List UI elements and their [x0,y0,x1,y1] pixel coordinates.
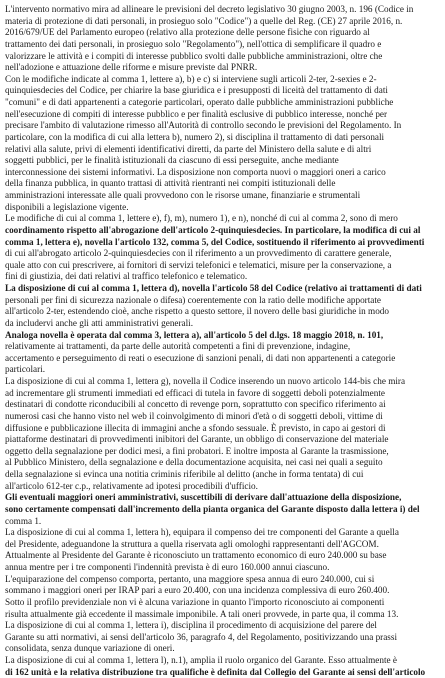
text-line: La disposizione di cui al comma 1, lettera g), novella il Codice inserendo un nuovo articolo 144-bis che mira [5,376,406,386]
text-line: numerosi casi che hanno visto nel web il coinvolgimento di minori d'età o di soggetti deboli, vittime di [5,410,383,421]
text-line: nell'esecuzione di compiti di interesse pubblico e per finalità esclusive di pubblico interesse, nonché per [5,108,388,119]
text-line: personali per fini di sicurezza nazionale o difesa) coerentemente con la ratio delle modifiche apportate [5,294,382,305]
text-line: disponibili a legislazione vigente. [5,201,129,212]
text-line: Le modifiche di cui al comma 1, lettere e), f), m), numero 1), e n), nonché di cui al comma 2, sono di mero [5,213,398,224]
text-line: risulta attualmente già eccedente il massimale imponibile. A tali oneri provvede, in parte qua, il comma 13. [5,608,399,619]
text-line: di 162 unità e la relativa distribuzione tra qualifiche è definita dal Collegio del Garante ai sensi dell'articolo [5,666,426,677]
text-line: al Pubblico Ministero, della segnalazione e della documentazione acquisita, nei casi nei quali a seguito [5,457,383,468]
text-line: particolari. [5,364,46,375]
text-line: "comuni" e di dati appartenenti a categorie particolari, operato dalle pubbliche amministrazioni pubbliche [5,97,394,107]
text-line: sono certamente compensati dall'incremento della pianta organica del Garante disposto dalla lettera i) del [5,503,420,514]
text-line: diffusione e pubblicazione illecita di immagini anche a sfondo sessuale. È previsto, in capo ai gestori di [5,422,386,433]
text-line: all'articolo 2-ter, estendendo cioè, anche rispetto a questo settore, il novero delle basi giuridiche in modo [5,306,389,317]
text-line: accertamento e perseguimento di reati o esecuzione di sanzioni penali, di dati non appartenenti a categorie [5,352,396,363]
text-line: Sotto il profilo previdenziale non vi è alcuna variazione in quanto l'importo riconosciuto ai componenti [5,596,385,607]
text-line: Garante su atti normativi, ai sensi dell'articolo 36, paragrafo 4, del Regolamento, positivizzando una prassi [5,631,398,642]
text-line: L'intervento normativo mira ad allineare le previsioni del decreto legislativo 30 giugno 2003, n. 196 (Codice in [5,4,414,14]
text-line: coordinamento rispetto all'abrogazione dell'articolo 2-quinquiesdecies. In particolare, la modifica di cui al [5,224,421,235]
text-line: da includervi anche gli atti amministrativi generali. [5,317,194,328]
text-line: ad incrementare gli strumenti immediati ed efficaci di tutela in favore di soggetti deboli potenzialmente [5,387,385,398]
text-line: La disposizione di cui al comma 1, lettera h), equipara il compenso dei tre componenti del Garante a quella [5,527,399,538]
text-line: comma 1. [5,515,42,526]
text-line: comma 1, lettera e), novella l'articolo 132, comma 5, del Codice, sostituendo il riferimento ai provvedimenti [5,236,425,247]
text-line: quale atto con cui prescrivere, ai fornitori di servizi telefonici e telematici, misure per la conservazione, a [5,259,392,270]
text-line: Gli eventuali maggiori oneri amministrativi, suscettibili di derivare dall'attuazione della disposizione, [5,492,402,503]
text-line: relativamente ai trattamenti, da parte delle autorità competenti a fini di prevenzione, indagine, [5,341,351,352]
text-line: Con le modifiche indicate al comma 1, lettere a), b) e c) si interviene sugli articoli 2-ter, 2-sexies e 2- [5,73,377,84]
text-line: La disposizione di cui al comma 1, lettera l), n.1), amplia il ruolo organico del Garante. Esso attualmente è [5,655,397,665]
text-line: della segnalazione si evinca una notitia criminis riferibile al delitto (anche in forma tentata) di cui [5,469,364,479]
text-line: fini di giustizia, dei dati relativi al traffico telefonico e telematico. [5,271,248,282]
text-line: annua mentre per i tre componenti l'indennità prevista è di euro 160.000 annui ciascuno. [5,562,330,572]
text-line: La disposizione di cui al comma 1, lettera i), disciplina il procedimento di acquisizione del parere del [5,620,377,631]
text-line: L'equiparazione del compenso comporta, pertanto, una maggiore spesa annua di euro 240.000, cui si [5,573,375,584]
text-line: Attualmente al Presidente del Garante è riconosciuto un trattamento economico di euro 240.000 su base [5,550,387,561]
text-line: relativi alla salute, privi di elementi identificativi diretti, da parte del Ministero della salute e di altri [5,143,372,154]
text-line: di cui all'abrogato articolo 2-quinquiesdecies con il riferimento a un provvedimento di carattere generale, [5,248,392,259]
text-line: oggetto della segnalazione per dodici mesi, a fini probatori. E inoltre imposta al Garante la trasmissione, [5,445,389,456]
text-line: 2016/679/UE del Parlamento europeo (relativo alla protezione delle persone fisiche con riguardo al [5,27,370,38]
text-line: valorizzare le attività e i compiti di interesse pubblico svolti dalle pubbliche amministrazioni, oltre che [5,50,383,61]
text-line: amministrazioni interessate alle quali provvedono con le risorse umane, finanziarie e strumentali [5,190,361,200]
text-line: del Presidente, adeguandone la struttura a quella riservata agli omologhi rappresentanti dell'AGCOM. [5,538,379,549]
text-line: materia di protezione di dati personali, in prosieguo solo "Codice") a quelle del Reg. (CE) 27 aprile 2016, n. [5,15,403,26]
text-line: interconnessione dei sistemi informativi. La disposizione non comporta nuovi o maggiori oneri a carico [5,166,386,177]
text-line: della finanza pubblica, in quanto trattasi di attività rientranti nei compiti istituzionali delle [5,178,336,189]
text-line: quinquiesdecies del Codice, per chiarire la base giuridica e i presupposti di liceità del trattamento di dati [5,85,388,96]
text-line: precisare l'ambito di valutazione rimesso all'Autorità di controllo secondo le previsioni del Regolamento. In [5,120,402,131]
text-line: all'articolo 612-ter c.p., relativamente ad ipotesi procedibili d'ufficio. [5,480,258,491]
text-line: La disposizione di cui al comma 1, lettera d), novella l'articolo 58 del Codice (relativo ai trattamenti di dati [5,283,422,293]
text-line: piattaforme destinatari di provvedimenti inibitori del Garante, un obbligo di conservazione del materiale [5,434,389,445]
text-line: nell'adozione e attuazione delle riforme e misure previste dal PNRR. [5,62,258,73]
text-line: particolare, con la modifica di cui alla lettera b), numero 2), si disciplina il trattamento di dati personali [5,131,385,142]
text-line: Analoga novella è operata dal comma 3, lettera a), all'articolo 5 del d.lgs. 18 maggio 2018, n. 101, [5,329,384,340]
text-line: destinatari di condotte riconducibili al concetto di revenge porn, soprattutto con specifico riferimento ai [5,399,386,410]
text-line: sommano i maggiori oneri per IRAP pari a euro 20.400, con una incidenza complessiva di euro 260.400. [5,585,390,596]
text-line: soggetti pubblici, per le finalità istituzionali da ciascuno di essi perseguite, anche mediante [5,155,339,166]
text-line: consolidata, senza dunque variazione di oneri. [5,643,175,654]
text-line: trattamento dei dati personali, in prosieguo solo "Regolamento"), nell'ottica di semplificare il quadro e [5,38,382,49]
